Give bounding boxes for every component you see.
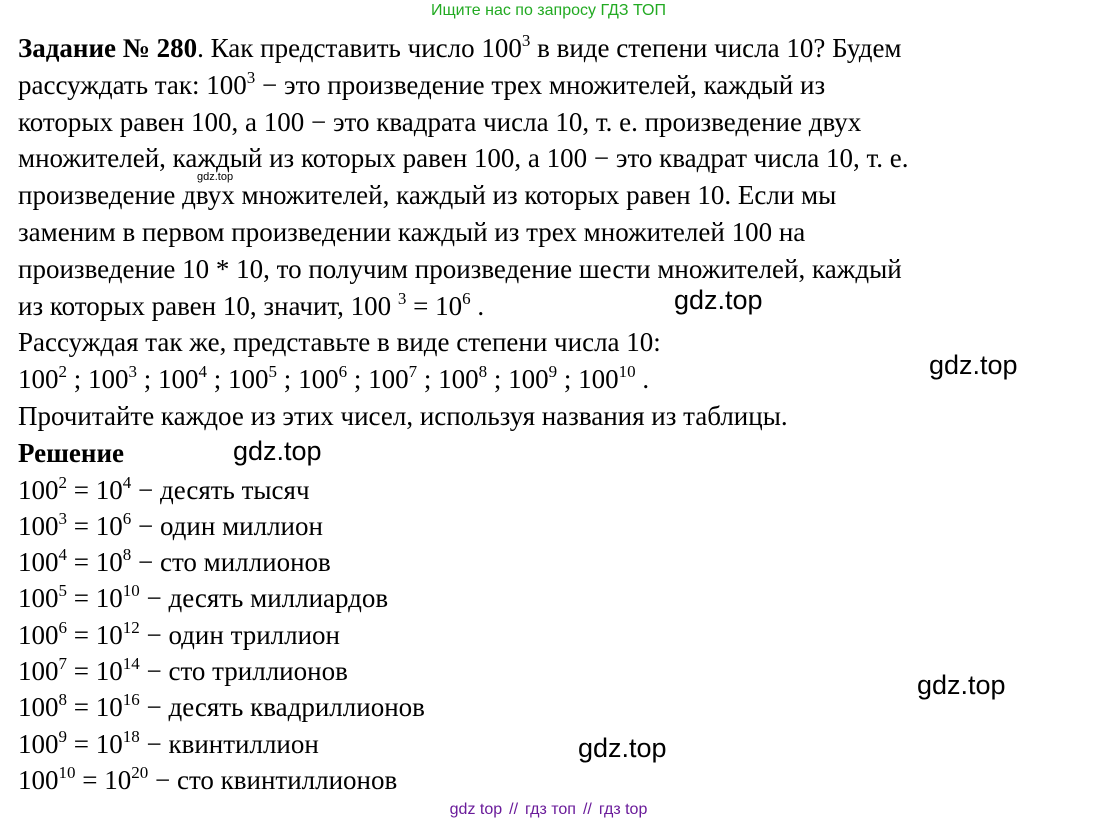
equals-ten: = 10: [67, 547, 123, 578]
exponent: 3: [58, 508, 67, 528]
exponent: 4: [58, 545, 67, 565]
exponent: 9: [548, 362, 558, 382]
banner-separator: //: [582, 801, 592, 818]
power-base: 100: [18, 364, 59, 395]
banner-text: гдз top: [598, 801, 648, 818]
exponent: 6: [338, 362, 348, 382]
solution-row: [18, 580, 1088, 616]
task-text: из которых равен 10, значит, 100: [18, 290, 398, 321]
solution-row: [18, 508, 1088, 544]
exponent: 6: [58, 617, 67, 637]
task-line-1: [18, 30, 1088, 67]
power-base: 100: [228, 364, 269, 395]
equals-ten: = 10: [67, 692, 123, 723]
number-name: − сто миллионов: [131, 547, 331, 578]
exponent: 18: [122, 726, 140, 746]
separator: ;: [487, 364, 509, 395]
power-base: 100: [18, 764, 59, 795]
exponent: 10: [58, 762, 76, 782]
solution-heading: Решение: [18, 437, 124, 468]
exponent: 6: [122, 508, 132, 528]
separator: ;: [347, 364, 369, 395]
watermark: gdz.top: [929, 350, 1018, 380]
equals-ten: = 10: [67, 510, 123, 541]
exponent: 3: [246, 67, 256, 87]
task-line-6: заменим в первом произведении каждый из трех множителей 100 на: [18, 216, 806, 247]
exponent: 4: [198, 362, 208, 382]
exponent: 3: [397, 288, 407, 308]
exponent: 2: [58, 472, 67, 492]
watermark: gdz.top: [233, 436, 322, 466]
number-name: − сто триллионов: [139, 656, 348, 687]
exponent: 4: [122, 472, 132, 492]
task-text: рассуждать так: 100: [18, 69, 247, 100]
exponent: 8: [478, 362, 488, 382]
equals-ten: = 10: [67, 619, 123, 650]
task-text: − это произведение трех множителей, каждый из: [255, 69, 826, 100]
number-name: − десять миллиардов: [139, 583, 389, 614]
top-banner: Ищите нас по запросу ГДЗ ТОП: [431, 2, 666, 19]
equals-ten: = 10: [75, 764, 132, 795]
exponent: 16: [122, 690, 140, 710]
exponent: 6: [462, 288, 471, 308]
exponent: 10: [122, 581, 140, 601]
exponent: 2: [58, 362, 67, 382]
task-line-5: произведение двух множителей, каждый из которых равен 10. Если мы: [18, 180, 837, 211]
power-base: 100: [18, 547, 59, 578]
number-name: − десять квадриллионов: [139, 692, 425, 723]
task-title: Задание № 280: [18, 33, 198, 63]
exponent: 5: [268, 362, 278, 382]
task-line-8: [18, 288, 1088, 325]
number-name: − квинтиллион: [139, 728, 319, 759]
watermark: gdz.top: [578, 733, 667, 763]
number-name: − один миллион: [131, 510, 323, 541]
exponent: 10: [618, 362, 636, 382]
task-line-7: произведение 10 * 10, то получим произведение шести множителей, каждый: [18, 253, 902, 284]
task-line-2: [18, 67, 1088, 104]
power-base: 100: [18, 656, 59, 687]
exponent: 9: [58, 726, 67, 746]
number-name: − один триллион: [139, 619, 340, 650]
number-name: − десять тысяч: [131, 474, 310, 505]
exponent: 12: [122, 617, 140, 637]
task-text: .: [470, 290, 485, 321]
task-line-4: множителей, каждый из которых равен 100, а 100 − это квадрат числа 10, т. е.: [18, 143, 909, 174]
task-text: в виде степени числа 10? Будем: [530, 33, 902, 63]
exponent: 5: [58, 581, 67, 601]
power-base: 100: [298, 364, 339, 395]
separator: ;: [277, 364, 299, 395]
power-base: 100: [368, 364, 409, 395]
power-base: 100: [438, 364, 479, 395]
banner-text: гдз топ: [525, 801, 576, 818]
task-line-9: Рассуждая так же, представьте в виде степени числа 10:: [18, 327, 661, 358]
separator: .: [635, 364, 650, 395]
power-base: 100: [158, 364, 199, 395]
equals-ten: = 10: [67, 728, 123, 759]
exponent: 14: [122, 654, 140, 674]
task-line-3: которых равен 100, а 100 − это квадрата числа 10, т. е. произведение двух: [18, 106, 862, 137]
solution-row: [18, 472, 1088, 508]
solution-row: [18, 762, 1088, 798]
power-base: 100: [18, 692, 59, 723]
separator: ;: [417, 364, 439, 395]
solution-rows: [18, 472, 1088, 799]
power-base: 100: [18, 619, 59, 650]
task-line-11: Прочитайте каждое из этих чисел, используя названия из таблицы.: [18, 400, 788, 431]
separator: ;: [557, 364, 579, 395]
watermark: gdz.top: [917, 670, 1006, 700]
exponent: 20: [131, 762, 149, 782]
separator: ;: [67, 364, 89, 395]
bottom-banner: [0, 801, 1097, 819]
power-base: 100: [18, 474, 59, 505]
equals-ten: = 10: [67, 474, 123, 505]
powers-list: [18, 361, 1088, 398]
watermark-small: gdz.top: [197, 171, 234, 183]
exponent: 3: [128, 362, 138, 382]
power-base: 100: [18, 583, 59, 614]
number-name: − сто квинтиллионов: [148, 764, 398, 795]
equals-ten: = 10: [67, 583, 123, 614]
solution-row: [18, 544, 1088, 580]
power-base: 100: [18, 510, 59, 541]
banner-separator: //: [509, 801, 519, 818]
exponent: 8: [122, 545, 132, 565]
solution-row: [18, 617, 1088, 653]
task-text: = 10: [406, 290, 463, 321]
task-text: . Как представить число 100: [197, 33, 522, 63]
power-base: 100: [578, 364, 619, 395]
exponent: 3: [521, 31, 531, 50]
power-base: 100: [88, 364, 129, 395]
power-base: 100: [508, 364, 549, 395]
exponent: 8: [58, 690, 67, 710]
banner-text: gdz top: [449, 801, 503, 818]
exponent: 7: [408, 362, 418, 382]
separator: ;: [207, 364, 229, 395]
solution-row: [18, 726, 1088, 762]
exponent: 7: [58, 654, 67, 674]
separator: ;: [137, 364, 159, 395]
watermark: gdz.top: [674, 285, 763, 315]
power-base: 100: [18, 728, 59, 759]
equals-ten: = 10: [67, 656, 123, 687]
